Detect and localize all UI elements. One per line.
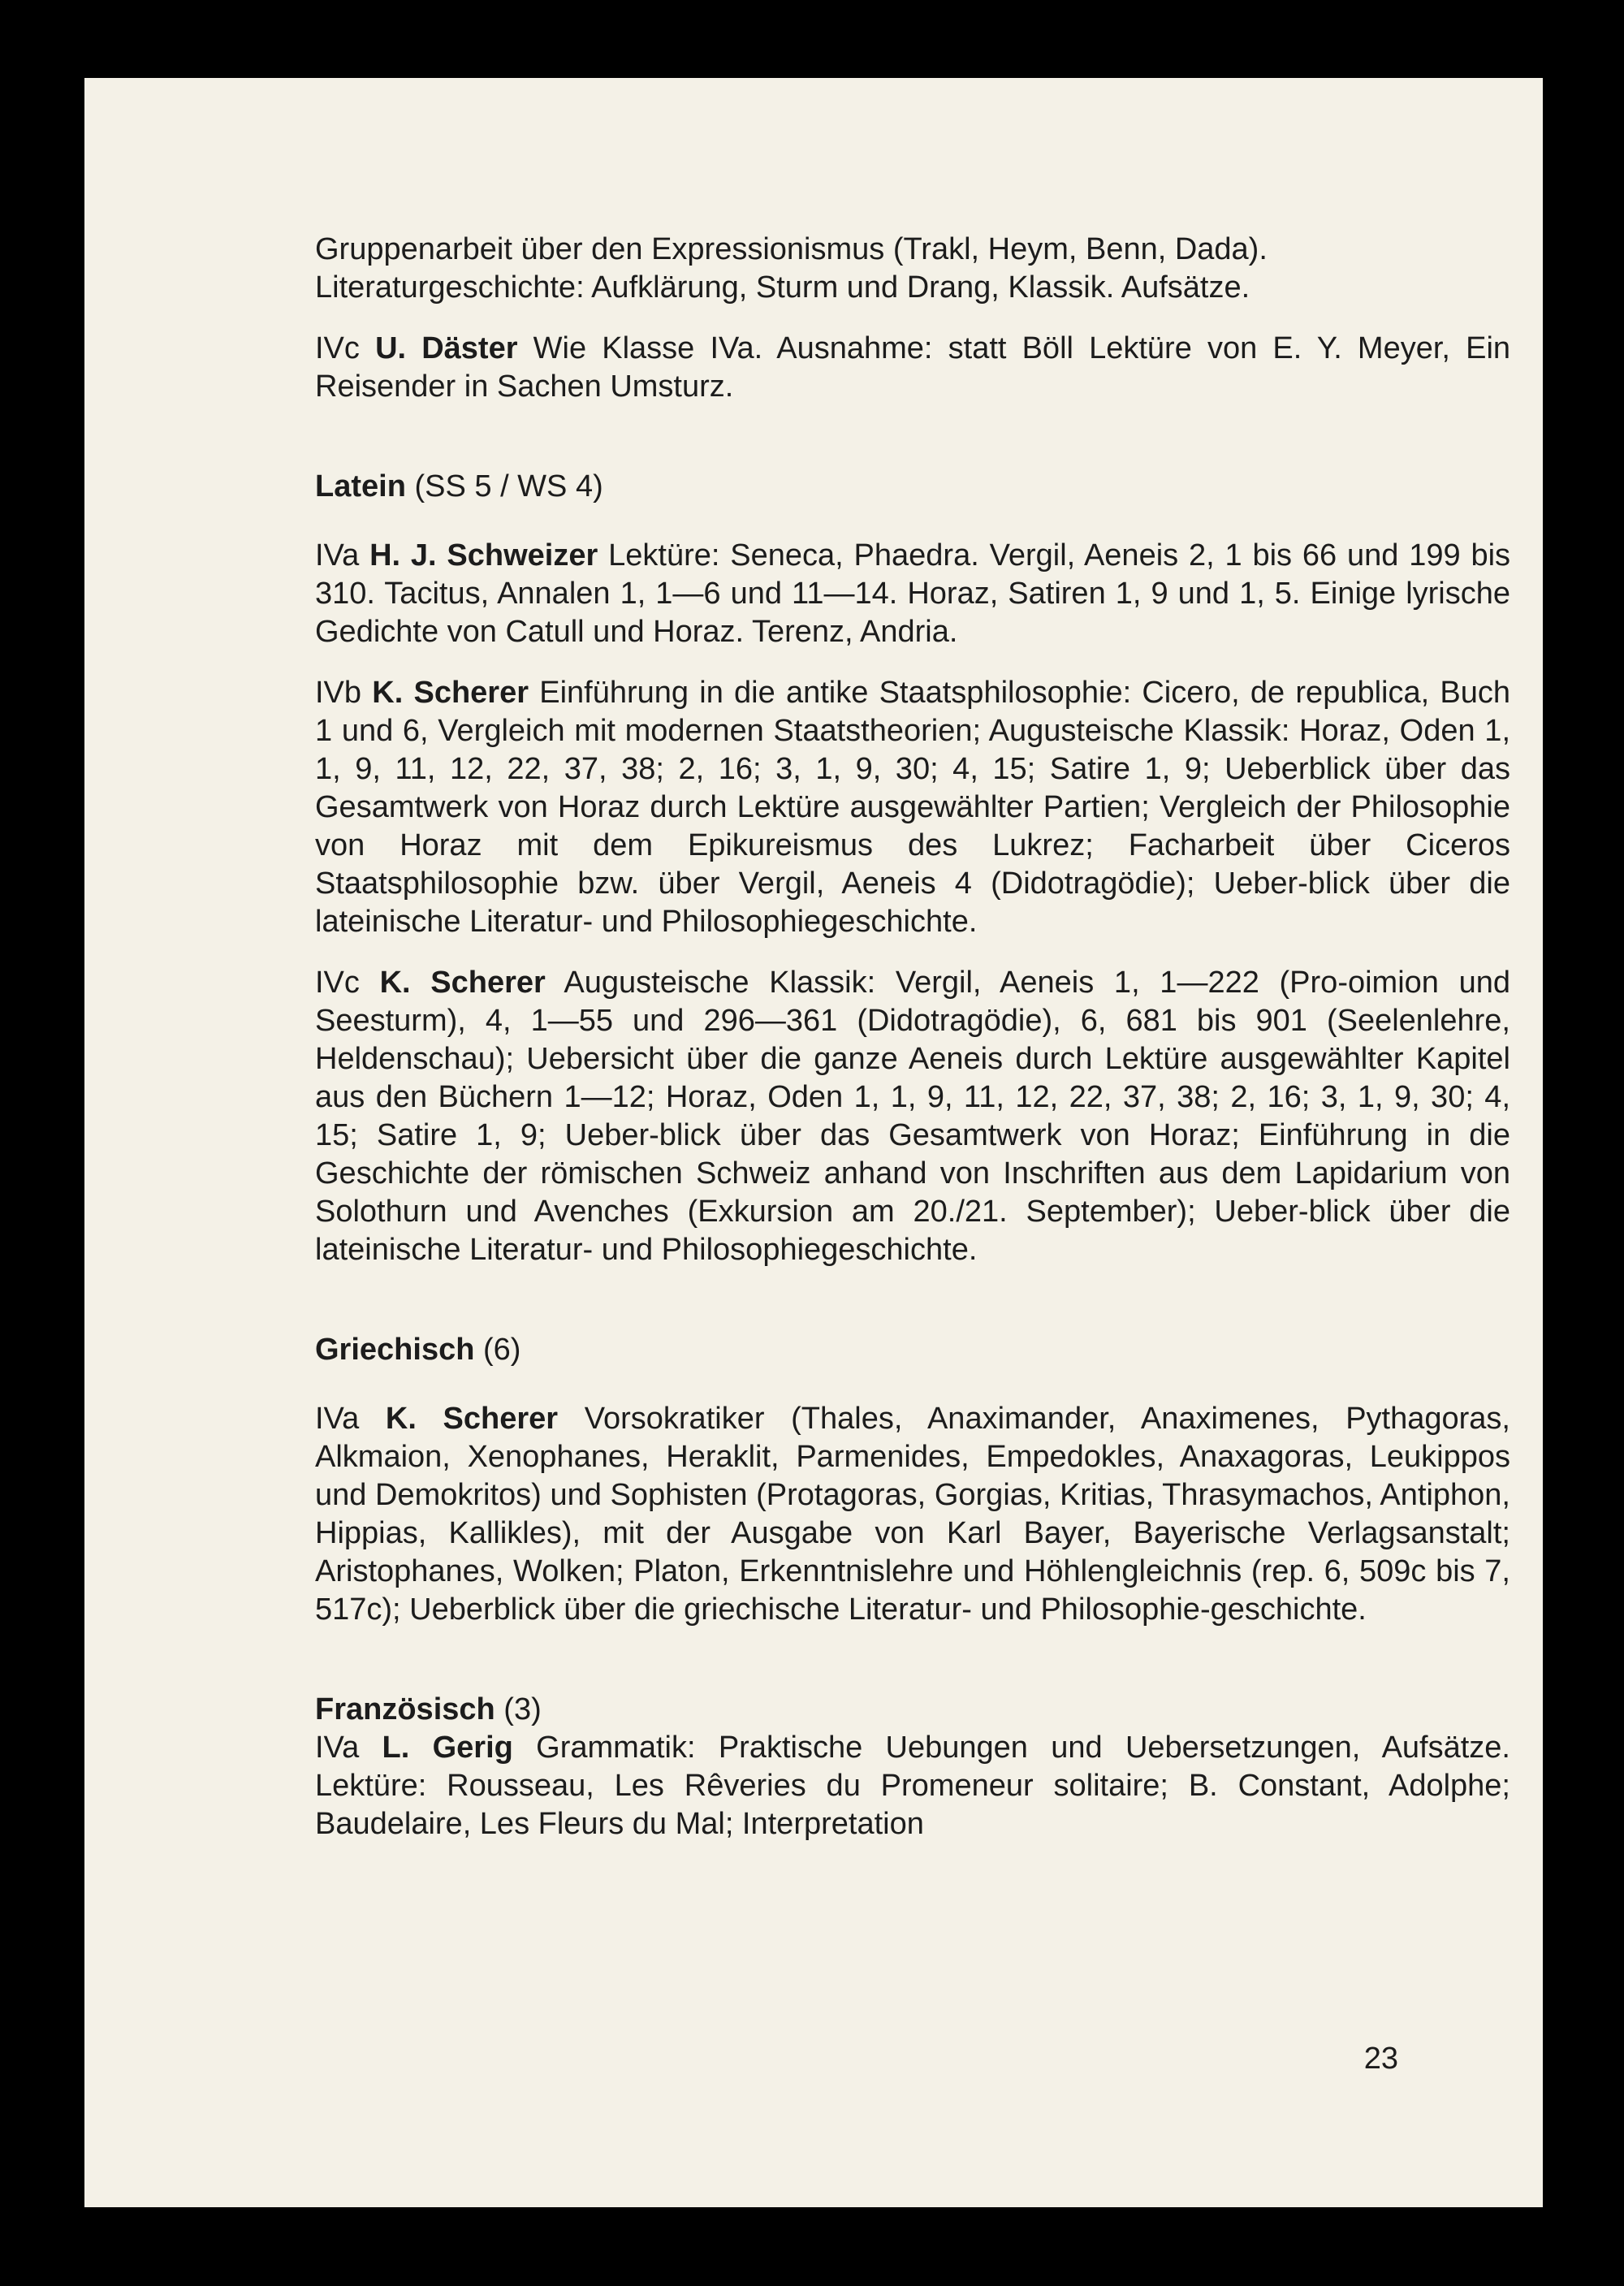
deutsch-ivc-entry [315, 330, 1510, 406]
entry-text: Lektüre: Seneca, Phaedra. Vergil, Aeneis 2, 1 bis 66 und 199 bis 310. Tacitus, Annalen 1, 1—6 und 11—14. Horaz, Satiren 1, 9 und 1, 5. Einige lyrische Gedichte von Catull und Horaz. Terenz, Andria. [315, 538, 1511, 649]
intro-line-1: Gruppenarbeit über den Expressionismus (Trakl, Heym, Benn, Dada). [315, 232, 1268, 266]
franzoesisch-entry-iva [315, 1729, 1510, 1843]
class-label: IVa [315, 1402, 360, 1436]
intro-line-2: Literaturgeschichte: Aufklärung, Sturm und Drang, Klassik. Aufsätze. [315, 270, 1250, 305]
griechisch-heading [315, 1331, 1510, 1369]
latein-entry-iva [315, 537, 1510, 651]
subject-hours: (SS 5 / WS 4) [414, 469, 603, 503]
subject-hours: (6) [482, 1333, 521, 1367]
teacher-name: L. Gerig [382, 1731, 513, 1765]
teacher-name: U. Däster [375, 331, 518, 365]
subject-title: Französisch [315, 1692, 495, 1726]
class-label: IVa [315, 538, 360, 573]
subject-hours: (3) [503, 1692, 542, 1726]
subject-title: Latein [315, 469, 406, 503]
teacher-name: K. Scherer [379, 966, 546, 1000]
franzoesisch-heading [315, 1691, 1510, 1729]
teacher-name: H. J. Schweizer [369, 538, 598, 573]
class-label: IVc [315, 331, 360, 365]
entry-text: Grammatik: Praktische Uebungen und Uebersetzungen, Aufsätze. Lektüre: Rousseau, Les Rêveries du Promeneur solitaire; B. Constant, Adolphe; Baudelaire, Les Fleurs du Mal; Interpretation [315, 1731, 1510, 1841]
page-number: 23 [1363, 2042, 1398, 2076]
entry-text: Wie Klasse IVa. Ausnahme: statt Böll Lektüre von E. Y. Meyer, Ein Reisender in Sachen Umsturz. [315, 331, 1511, 404]
teacher-name: K. Scherer [372, 676, 529, 710]
entry-text: Vorsokratiker (Thales, Anaximander, Anaximenes, Pythagoras, Alkmaion, Xenophanes, Heraklit, Parmenides, Empedokles, Anaxagoras, Leukippos und Demokritos) und Sophisten (Protagoras, Gorgias, Kritias, Thrasymachos, Antiphon, Hippias, Kallikles), mit der Ausgabe von Karl Bayer, Bayerische Verlagsanstalt; Aristophanes, Wolken; Platon, Erkenntnislehre und Höhlengleichnis (rep. 6, 509c bis 7, 517c); Ueberblick über die griechische Literatur- und Philosophie-geschichte. [315, 1402, 1510, 1627]
entry-text: Augusteische Klassik: Vergil, Aeneis 1, 1—222 (Pro-oimion und Seesturm), 4, 1—55 und 296—361 (Didotragödie), 6, 681 bis 901 (Seelenlehre, Heldenschau); Uebersicht über die ganze Aeneis durch Lektüre ausgewählter Kapitel aus den Büchern 1—12; Horaz, Oden 1, 1, 9, 11, 12, 22, 37, 38; 2, 16; 3, 1, 9, 30; 4, 15; Satire 1, 9; Ueber-blick über das Gesamtwerk von Horaz; Einführung in die Geschichte der römischen Schweiz anhand von Inschriften aus dem Lapidarium von Solothurn und Avenches (Exkursion am 20./21. September); Ueber-blick über die lateinische Literatur- und Philosophiegeschichte. [315, 966, 1510, 1267]
latein-heading [315, 468, 1510, 506]
class-label: IVa [315, 1731, 360, 1765]
class-label: IVc [315, 966, 360, 1000]
subject-title: Griechisch [315, 1333, 475, 1367]
document-page [84, 78, 1543, 2207]
latein-entry-ivc [315, 964, 1510, 1269]
page-content [315, 231, 1510, 1843]
latein-entry-ivb [315, 674, 1510, 941]
entry-text: Einführung in die antike Staatsphilosophie: Cicero, de republica, Buch 1 und 6, Vergleich mit modernen Staatstheorien; Augusteische Klassik: Horaz, Oden 1, 1, 9, 11, 12, 22, 37, 38; 2, 16; 3, 1, 9, 30; 4, 15; Satire 1, 9; Ueberblick über das Gesamtwerk von Horaz durch Lektüre ausgewählter Partien; Vergleich der Philosophie von Horaz mit dem Epikureismus des Lukrez; Facharbeit über Ciceros Staatsphilosophie bzw. über Vergil, Aeneis 4 (Didotragödie); Ueber-blick über die lateinische Literatur- und Philosophiegeschichte. [315, 676, 1510, 939]
griechisch-entry-iva [315, 1400, 1510, 1629]
teacher-name: K. Scherer [385, 1402, 559, 1436]
class-label: IVb [315, 676, 362, 710]
